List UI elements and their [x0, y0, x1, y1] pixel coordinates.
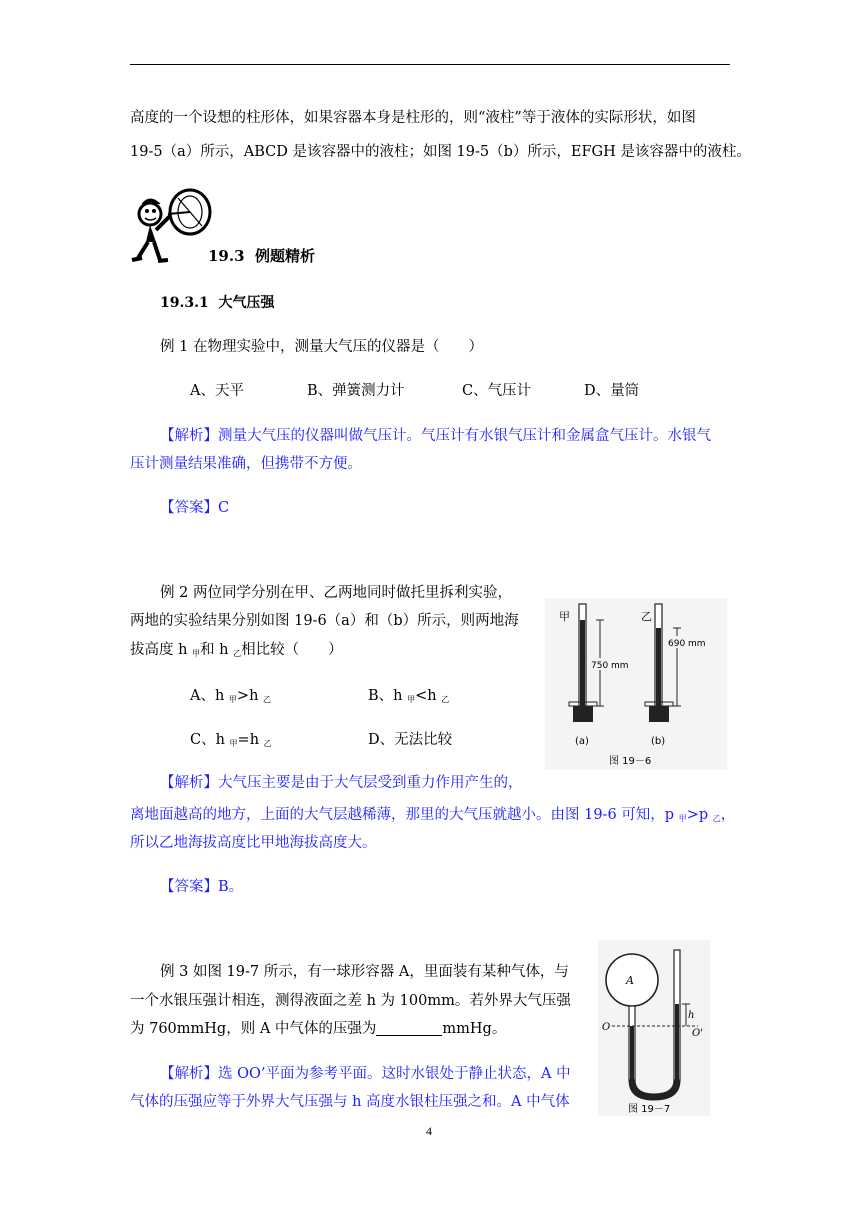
text: >p: [686, 807, 713, 823]
subscript: 乙: [712, 814, 721, 823]
page-number: 4: [426, 1124, 432, 1138]
analysis-tag: 【解析】: [160, 428, 218, 444]
example1-analysis-line-2: 压计测量结果准确，但携带不方便。: [130, 456, 362, 472]
text: C、h: [190, 732, 230, 748]
figure-caption: 图 19－7: [628, 1104, 671, 1115]
subsection-heading: [160, 293, 274, 313]
subscript: 乙: [263, 739, 272, 748]
subscript: 乙: [441, 695, 450, 704]
text: B、h: [368, 688, 408, 704]
subscript: 甲: [678, 814, 687, 823]
text: =h: [237, 732, 264, 748]
measure-a: 750 mm: [591, 661, 629, 671]
figure-19-7: [598, 940, 710, 1116]
text: 拔高度 h: [130, 642, 193, 658]
answer-value: B。: [218, 879, 244, 895]
caption-a: (a): [575, 736, 589, 747]
text: 离地面越高的地方，上面的大气层越稀薄，那里的大气压就越小。由图 19-6 可知，p: [130, 807, 679, 823]
label-o-prime: O': [692, 1028, 703, 1039]
answer-value: C: [218, 500, 230, 516]
text: 相比较（ ）: [241, 642, 343, 658]
example3-line-2: 一个水银压强计相连，测得液面之差 h 为 100mm。若外界大气压强: [130, 993, 571, 1009]
analysis-text: 选 OO’平面为参考平面。这时水银处于静止状态，A 中: [218, 1066, 571, 1082]
cartoon-mascot-icon: [128, 184, 214, 266]
example2-option-d: D、无法比较: [368, 732, 453, 748]
example2-line-3: [130, 640, 343, 664]
header-rule: [130, 64, 730, 65]
subsection-title: 大气压强: [218, 295, 275, 311]
figure-19-6: [545, 598, 727, 770]
example1-option-d: D、量筒: [584, 383, 640, 399]
example2-option-a: [190, 686, 271, 710]
text: 和 h: [200, 642, 234, 658]
text: ，: [720, 807, 736, 823]
text: >h: [236, 688, 264, 704]
example2-line-2: 两地的实验结果分别如图 19-6（a）和（b）所示，则两地海: [130, 613, 519, 629]
text: <h: [415, 688, 442, 704]
label-h: h: [688, 1010, 695, 1021]
example1-option-a: A、天平: [190, 383, 244, 399]
example1-option-b: B、弹簧测力计: [307, 383, 405, 399]
label-a: A: [626, 974, 634, 987]
text: A、h: [190, 688, 229, 704]
example1-option-c: C、气压计: [462, 383, 532, 399]
example2-option-c: [190, 730, 272, 754]
example1-question: 例 1 在物理实验中，测量大气压的仪器是（ ）: [160, 339, 483, 355]
subscript: 甲: [192, 649, 201, 658]
analysis-text: 大气压主要是由于大气层受到重力作用产生的，: [218, 775, 523, 791]
analysis-tag: 【解析】: [160, 1066, 218, 1082]
subscript: 甲: [407, 695, 416, 704]
answer-blank[interactable]: [376, 1021, 442, 1036]
example2-analysis-line-2: [130, 805, 735, 829]
example2-analysis-line-1: [160, 773, 523, 793]
section-number: 19.3: [208, 247, 245, 265]
caption-b: (b): [651, 736, 666, 747]
subscript: 乙: [263, 695, 272, 704]
example3-analysis-line-2: 气体的压强应等于外界大气压强与 h 高度水银柱压强之和。A 中气体: [130, 1094, 570, 1110]
subscript: 甲: [229, 739, 238, 748]
example2-line-1: 例 2 两位同学分别在甲、乙两地同时做托里拆利实验，: [160, 585, 512, 601]
tube-b-label: 乙: [641, 610, 652, 623]
text: mmHg。: [442, 1021, 507, 1037]
section-heading: [208, 246, 315, 266]
example1-analysis-line-1: [160, 426, 711, 446]
subscript: 甲: [228, 695, 237, 704]
tube-a-label: 甲: [559, 610, 570, 623]
analysis-text: 测量大气压的仪器叫做气压计。气压计有水银气压计和金属盒气压计。水银气: [218, 428, 711, 444]
example3-line-3: [130, 1019, 506, 1039]
analysis-tag: 【解析】: [160, 775, 218, 791]
subsection-number: 19.3.1: [160, 295, 209, 311]
label-o: O: [602, 1022, 611, 1033]
example2-analysis-line-3: 所以乙地海拔高度比甲地海拔高度大。: [130, 835, 377, 851]
subscript: 乙: [233, 649, 242, 658]
intro-line-2: 19-5（a）所示，ABCD 是该容器中的液柱；如图 19-5（b）所示，EFGH 是该容器中的液柱。: [130, 144, 751, 160]
example2-answer: [160, 877, 243, 897]
measure-b: 690 mm: [668, 639, 706, 649]
example3-line-1: 例 3 如图 19-7 所示，有一球形容器 A，里面装有某种气体，与: [160, 964, 569, 980]
example3-analysis-line-1: [160, 1064, 571, 1084]
answer-tag: 【答案】: [160, 500, 218, 516]
section-title: 例题精析: [255, 247, 316, 265]
figure-caption: 图 19－6: [609, 756, 652, 767]
example1-answer: [160, 498, 229, 518]
intro-line-1: 高度的一个设想的柱形体，如果容器本身是柱形的，则“液柱”等于液体的实际形状，如图: [130, 110, 696, 126]
text: 为 760mmHg，则 A 中气体的压强为: [130, 1021, 377, 1037]
example2-option-b: [368, 686, 449, 710]
answer-tag: 【答案】: [160, 879, 218, 895]
